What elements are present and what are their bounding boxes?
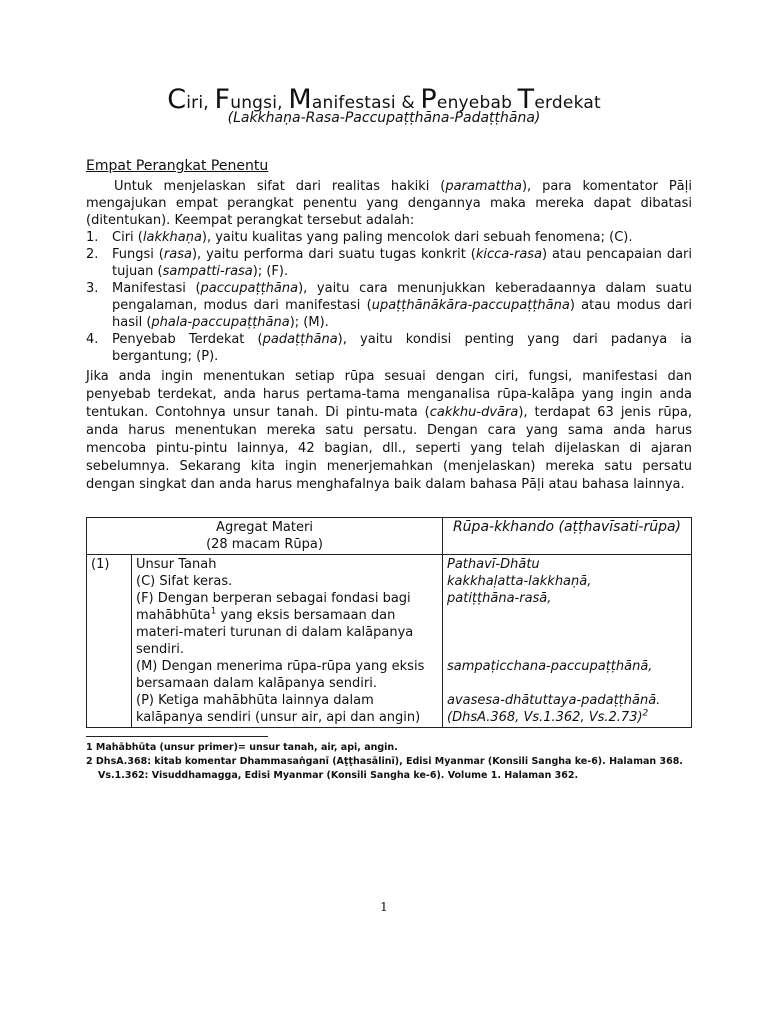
pali-name: Pathavī-Dhātu [447, 557, 540, 572]
criteria-term: phala-paccupaṭṭhāna [151, 315, 290, 330]
row-name: Unsur Tanah [136, 557, 217, 572]
criteria-item [86, 229, 692, 246]
section-heading: Empat Perangkat Penentu [86, 158, 269, 174]
criteria-term: paccupaṭṭhāna [200, 281, 299, 296]
table-header-left [87, 518, 443, 555]
row-proximate-cause: (P) Ketiga mahābhūta lainnya dalam kalāpanya sendiri (unsur air, api dan angin) [136, 693, 421, 725]
criteria-text: ), yaitu kondisi penting yang dari padanya ia bergantung; (P). [112, 332, 692, 364]
table-row [87, 555, 692, 728]
row-characteristic: (C) Sifat keras. [136, 574, 233, 589]
criteria-text: ); (F). [252, 264, 289, 279]
intro-text-2: ), para komentator Pāḷi mengajukan empat perangkat penentu yang dengannya maka mereka dapat dibatasi (ditentukan). Keempat perangkat tersebut adalah: [86, 179, 692, 228]
row-function [136, 590, 438, 658]
criteria-number: 1. [86, 230, 99, 245]
criteria-text: Penyebab Terdekat ( [112, 332, 263, 347]
title-text-terdekat: erdekat [534, 93, 601, 113]
criteria-text: Fungsi ( [112, 247, 164, 262]
header-left-line1: Agregat Materi [216, 520, 313, 535]
criteria-text: ), yaitu performa dari suatu tugas konkrit ( [191, 247, 476, 262]
body-paragraph [86, 368, 692, 494]
criteria-number: 3. [86, 281, 99, 296]
footnote-ref-1: 1 [210, 606, 217, 617]
row-pali [443, 555, 692, 728]
criteria-term: sampatti-rasa [162, 264, 253, 279]
criteria-term: lakkhaṇa [142, 230, 202, 245]
row-function-text: (F) Dengan berperan sebagai fondasi bagi mahābhūta [136, 591, 411, 623]
body-italic-term: cakkhu-dvāra [429, 405, 519, 420]
title-initial-m: M [288, 84, 312, 115]
criteria-item [86, 246, 692, 280]
intro-text-1: Untuk menjelaskan sifat dari realitas hakiki ( [114, 179, 446, 194]
footnote-separator [86, 736, 268, 737]
criteria-text: ) atau pencapaian dari tujuan ( [112, 247, 692, 279]
title-initial-c: C [167, 84, 187, 115]
criteria-text: ), yaitu cara menunjukkan keberadaannya dalam suatu pengalaman, modus dari manifestasi ( [112, 281, 692, 313]
criteria-text: Manifestasi ( [112, 281, 201, 296]
title-text-penyebab: enyebab [436, 93, 518, 113]
footnote-2: 2 DhsA.368: kitab komentar Dhammasaṅganī (Aṭṭhasālinī), Edisi Myanmar (Konsili Sangha ke-6). Halaman 368. [86, 756, 683, 767]
title-initial-t: T [517, 84, 535, 115]
row-description [132, 555, 443, 728]
pali-manifestation: sampaṭicchana-paccupaṭṭhānā, [447, 659, 653, 674]
title-text-manifestasi: anifestasi & [311, 93, 421, 113]
body-text-2: ), terdapat 63 jenis rūpa, anda harus menentukan mereka satu persatu. Dengan cara yang sama anda harus mencoba pintu-pintu lainnya, 42 bagian, dll., seperti yang telah dijelaskan di ajaran sebelumnya. Sekarang kita ingin menerjemahkan (menjelaskan) mereka satu persatu dengan singkat dan anda harus menghafalnya baik dalam bahasa Pāḷi atau bahasa lainnya. [86, 405, 692, 492]
row-number: (1) [87, 555, 132, 728]
criteria-text: ), yaitu kualitas yang paling mencolok dari sebuah fenomena; (C). [201, 230, 633, 245]
criteria-text: Ciri ( [112, 230, 143, 245]
criteria-term: kicca-rasa [475, 247, 543, 262]
page-subtitle: (Lakkhaṇa-Rasa-Paccupaṭṭhāna-Padaṭṭhāna) [227, 110, 541, 126]
pali-characteristic: kakkhaḷatta-lakkhaṇā, [447, 574, 592, 589]
footnotes [86, 741, 692, 783]
criteria-term: upaṭṭhānākāra-paccupaṭṭhāna [371, 298, 570, 313]
footnote-1: 1 Mahābhūta (unsur primer)= unsur tanah, air, api, angin. [86, 742, 398, 753]
criteria-text: ) atau modus dari hasil ( [112, 298, 692, 330]
table-header-right: Rūpa-kkhando (aṭṭhavīsati-rūpa) [443, 518, 692, 555]
criteria-term: rasa [163, 247, 192, 262]
pali-reference-text: (DhsA.368, Vs.1.362, Vs.2.73) [447, 710, 643, 725]
pali-function: patiṭṭhāna-rasā, [447, 591, 552, 606]
pali-proximate-cause: avasesa-dhātuttaya-padaṭṭhānā. [447, 693, 661, 708]
title-text-ciri: iri, [186, 93, 215, 113]
criteria-list [86, 229, 692, 365]
criteria-text: ); (M). [289, 315, 329, 330]
agregat-table [86, 517, 692, 728]
page-number: 1 [380, 900, 388, 914]
criteria-number: 4. [86, 332, 99, 347]
criteria-term: padaṭṭhāna [262, 332, 338, 347]
intro-paragraph [86, 178, 692, 229]
footnote-2-continued: Vs.1.362: Visuddhamagga, Edisi Myanmar (Konsili Sangha ke-6). Volume 1. Halaman 362. [98, 770, 579, 781]
body-text-1: Jika anda ingin menentukan setiap rūpa sesuai dengan ciri, fungsi, manifestasi dan penyebab terdekat, anda harus pertama-tama menganalisa rūpa-kalāpa yang ingin anda tentukan. Contohnya unsur tanah. Di pintu-mata ( [86, 369, 692, 420]
title-text-fungsi: ungsi, [230, 93, 289, 113]
spacer [447, 607, 687, 658]
row-function-text: yang eksis bersamaan dan materi-materi turunan di dalam kalāpanya sendiri. [136, 608, 414, 657]
pali-reference [447, 709, 687, 726]
row-manifestation: (M) Dengan menerima rūpa-rūpa yang eksis bersamaan dalam kalāpanya sendiri. [136, 659, 425, 691]
criteria-item [86, 280, 692, 331]
footnote-ref-2: 2 [642, 708, 649, 719]
criteria-item [86, 331, 692, 365]
title-initial-f: F [214, 84, 231, 115]
criteria-number: 2. [86, 247, 99, 262]
intro-italic-term: paramattha [445, 179, 522, 194]
table-header-row [87, 518, 692, 555]
header-left-line2: (28 macam Rūpa) [206, 537, 323, 552]
title-initial-p: P [420, 84, 437, 115]
spacer [447, 675, 687, 692]
